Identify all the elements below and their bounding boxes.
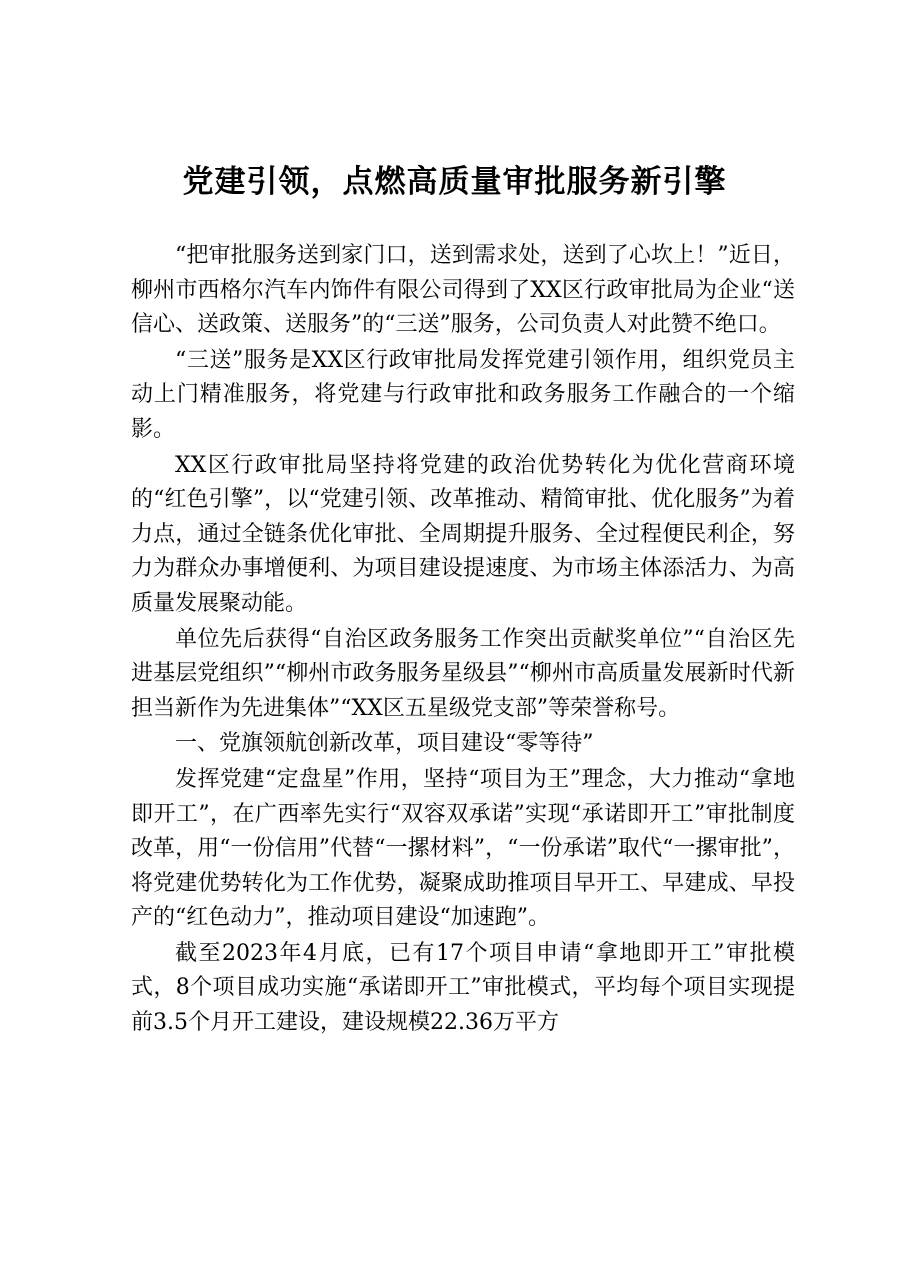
paragraph-5: 发挥党建“定盘星”作用，坚持“项目为王”理念，大力推动“拿地即开工”，在广西率先实行“双容双承诺”实现“承诺即开工”审批制度改革，用“一份信用”代替“一摞材料”，“一份承诺”取代“一摞审批”，将党建优势转化为工作优势，凝聚成助推项目早开工、早建成、早投产的“红色动力”，推动项目建设“加速跑”。 bbox=[131, 766, 795, 931]
section-heading-1: 一、党旗领航创新改革，项目建设“零等待” bbox=[175, 731, 594, 757]
document-title: 党建引领，点燃高质量审批服务新引擎 bbox=[182, 164, 727, 200]
document-body bbox=[131, 239, 795, 1042]
paragraph-6: 截至2023年4月底，已有17个项目申请“拿地即开工”审批模式，8个项目成功实施“承诺即开工”审批模式，平均每个项目实现提前3.5个月开工建设，建设规模22.36万平方 bbox=[131, 940, 795, 1036]
paragraph-2: “三送”服务是XX区行政审批局发挥党建引领作用，组织党员主动上门精准服务，将党建与行政审批和政务服务工作融合的一个缩影。 bbox=[131, 347, 795, 442]
paragraph-1: “把审批服务送到家门口，送到需求处，送到了心坎上！”近日，柳州市西格尔汽车内饰件有限公司得到了XX区行政审批局为企业“送信心、送政策、送服务”的“三送”服务，公司负责人对此赞不绝口。 bbox=[131, 243, 795, 338]
paragraph-4: 单位先后获得“自治区政务服务工作突出贡献奖单位”“自治区先进基层党组织”“柳州市政务服务星级县”“柳州市高质量发展新时代新担当新作为先进集体”“XX区五星级党支部”等荣誉称号。 bbox=[131, 626, 795, 721]
paragraph-3: XX区行政审批局坚持将党建的政治优势转化为优化营商环境的“红色引擎”，以“党建引领、改革推动、精简审批、优化服务”为着力点，通过全链条优化审批、全周期提升服务、全过程便民利企，努力为群众办事增便利、为项目建设提速度、为市场主体添活力、为高质量发展聚动能。 bbox=[131, 452, 795, 616]
